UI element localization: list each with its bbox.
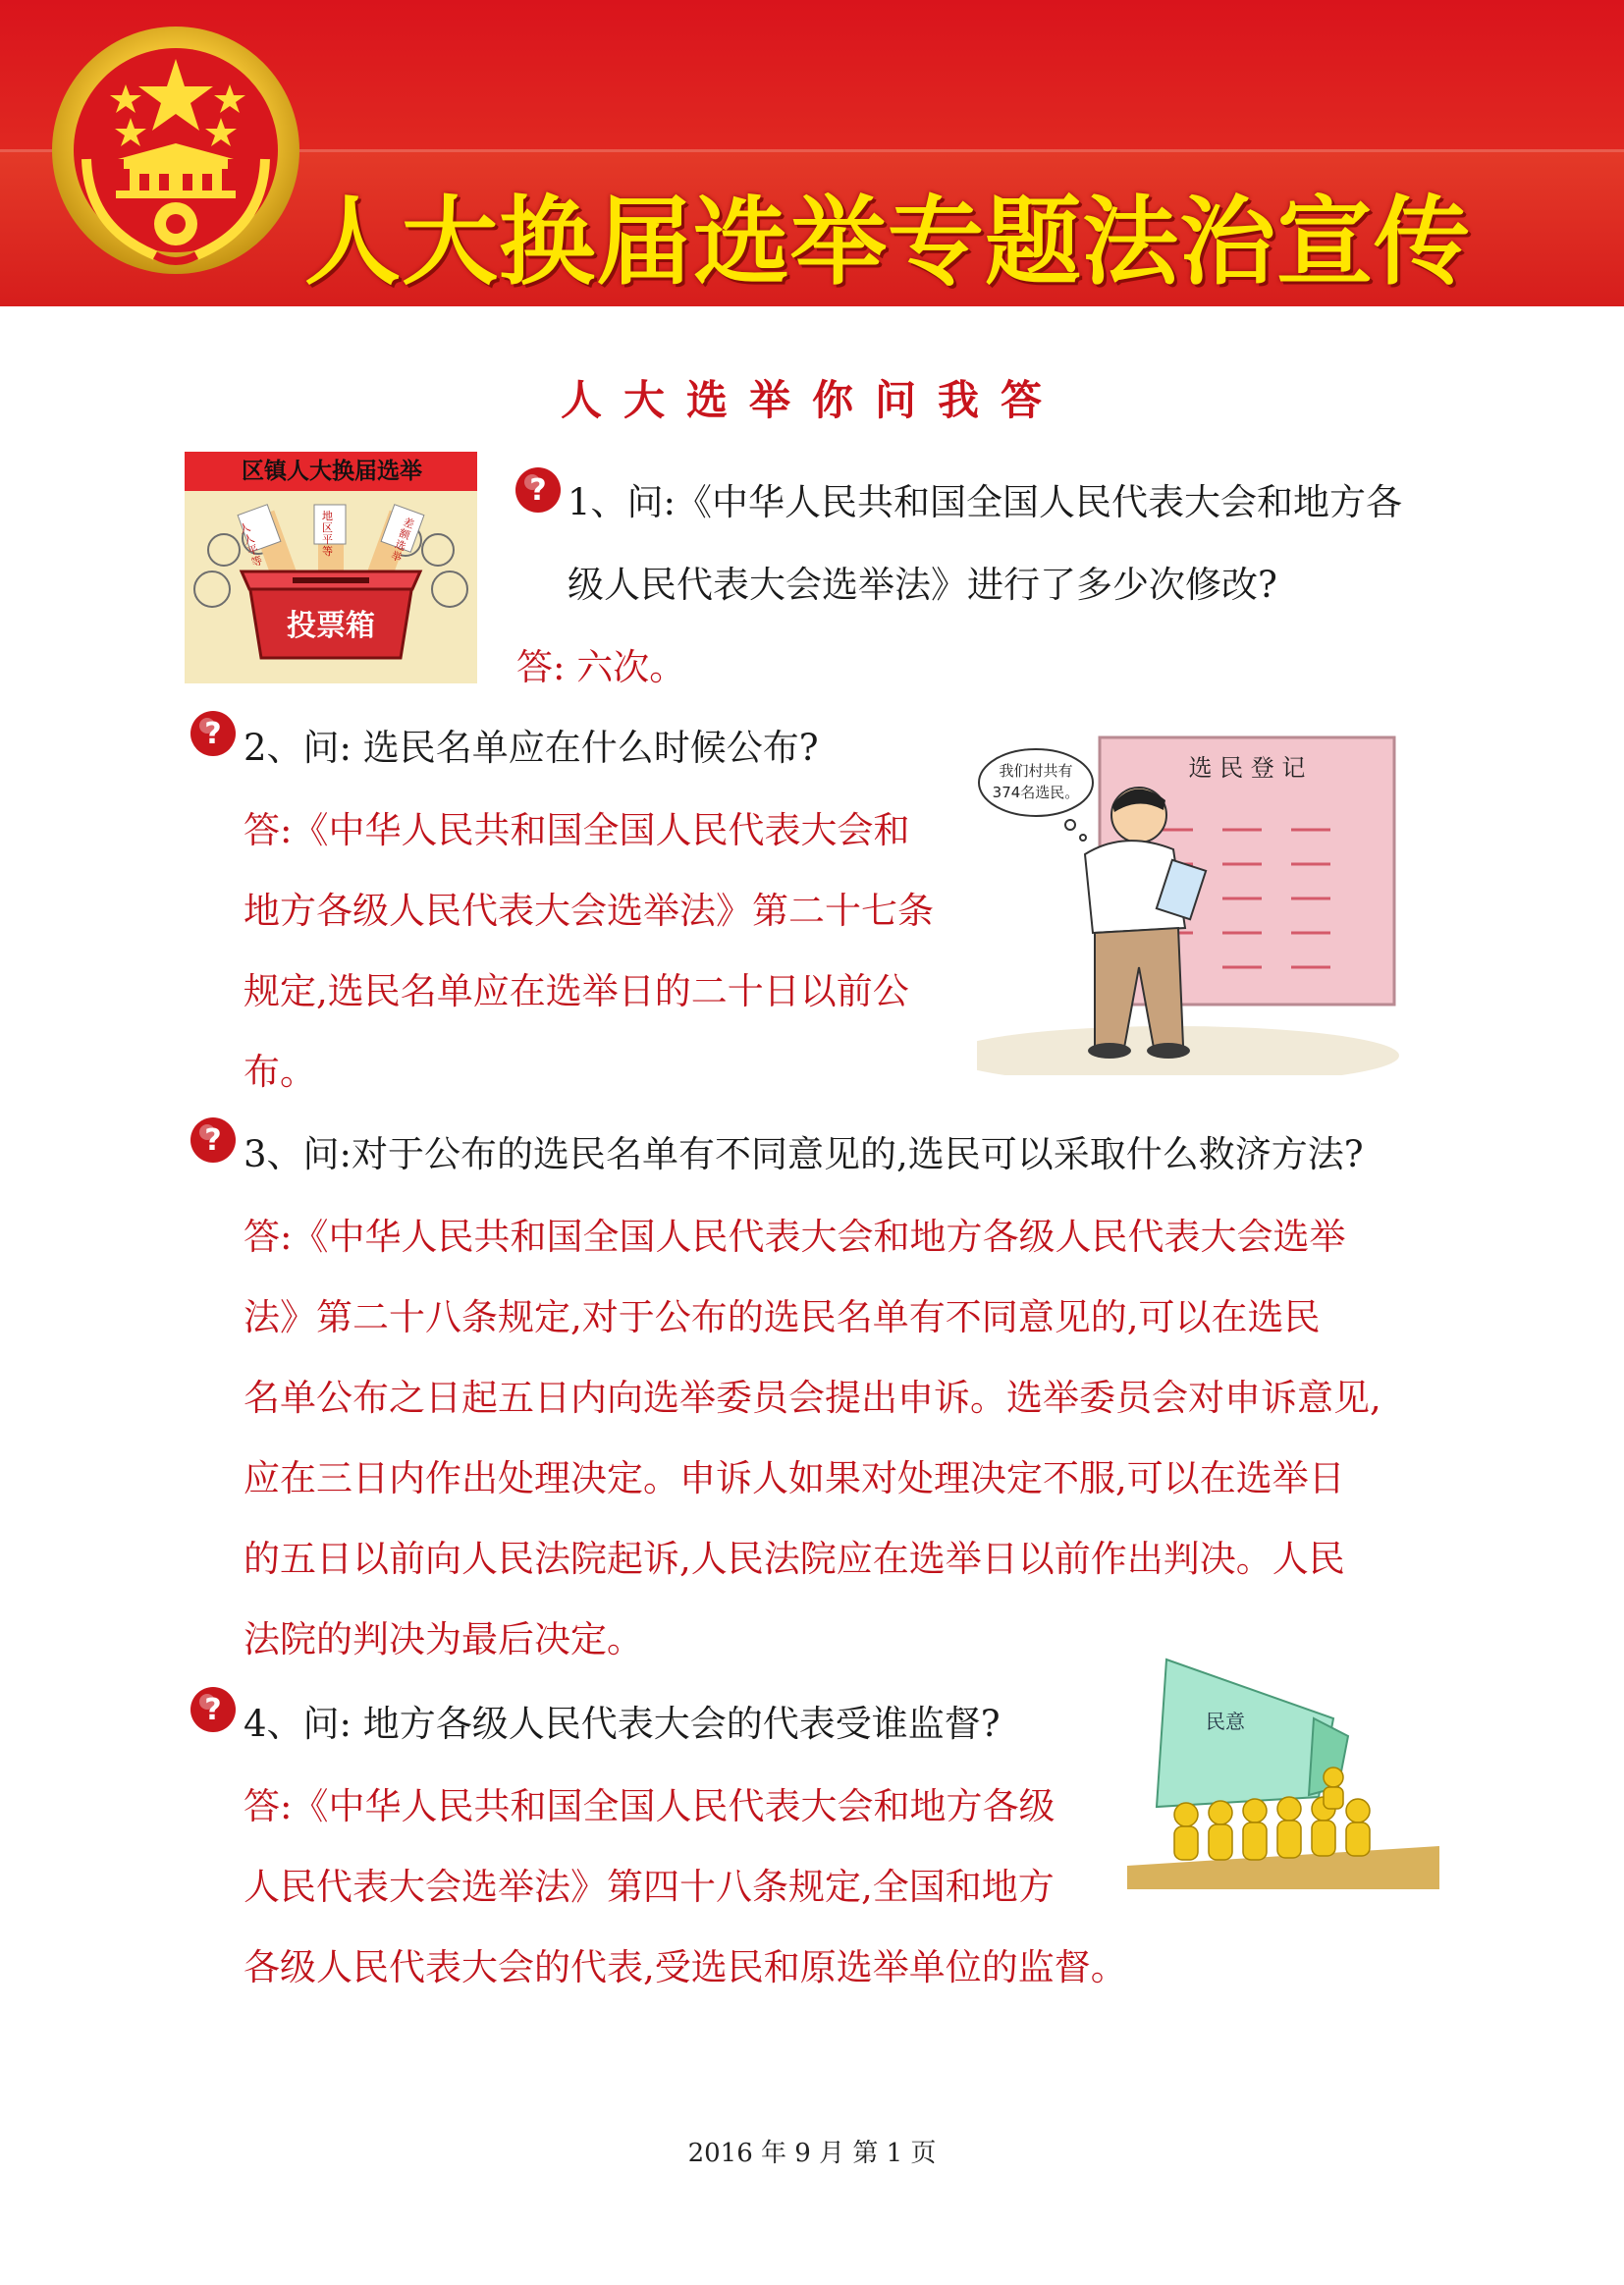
speech-bubble-line-1: 我们村共有: [999, 762, 1073, 780]
public-opinion-illustration: [1127, 1650, 1439, 1889]
answer-2-line-2: 地方各级人民代表大会选举法》第二十七条: [244, 890, 934, 932]
public-opinion-art: [1127, 1650, 1439, 1889]
question-1-line-1: 1、问:《中华人民共和国全国人民代表大会和地方各: [568, 481, 1403, 523]
answer-3-line-3: 名单公布之日起五日内向选举委员会提出申诉。选举委员会对申诉意见,: [244, 1377, 1381, 1419]
header-banner: [0, 0, 1624, 306]
answer-4-line-1: 答:《中华人民共和国全国人民代表大会和地方各级: [244, 1785, 1056, 1827]
header-title: 人大换届选举专题法治宣传: [304, 187, 1472, 299]
answer-3-line-4: 应在三日内作出处理决定。申诉人如果对处理决定不服,可以在选举日: [244, 1457, 1345, 1499]
answer-4-line-3: 各级人民代表大会的代表,受选民和原选举单位的监督。: [244, 1946, 1127, 1988]
svg-text:?: ?: [529, 473, 547, 508]
question-mark-icon: [189, 709, 238, 758]
question-3-line-1: 3、问:对于公布的选民名单有不同意见的,选民可以采取什么救济方法?: [244, 1133, 1364, 1175]
speech-bubble-line-2: 374名选民。: [992, 784, 1080, 801]
answer-2-line-1: 答:《中华人民共和国全国人民代表大会和: [244, 809, 910, 851]
ballot-tag-2: 地区平等: [322, 510, 333, 558]
svg-text:?: ?: [204, 717, 222, 751]
answer-4-line-2: 人民代表大会选举法》第四十八条规定,全国和地方: [244, 1866, 1055, 1908]
answer-3-line-6: 法院的判决为最后决定。: [244, 1618, 643, 1660]
question-1-line-2: 级人民代表大会选举法》进行了多少次修改?: [568, 564, 1277, 606]
question-mark-icon: [514, 465, 563, 515]
answer-2-line-3: 规定,选民名单应在选举日的二十日以前公: [244, 970, 909, 1012]
answer-3-line-5: 的五日以前向人民法院起诉,人民法院应在选举日以前作出判决。人民: [244, 1538, 1345, 1580]
ballot-box-label: 投票箱: [287, 609, 375, 643]
register-board-title: 选 民 登 记: [1188, 754, 1306, 782]
answer-1-line-1: 答: 六次。: [516, 646, 686, 688]
ballot-banner-text: 区镇人大换届选举: [242, 459, 422, 484]
national-emblem-icon: [47, 22, 304, 279]
question-2-line-1: 2、问: 选民名单应在什么时候公布?: [244, 727, 819, 769]
question-4-line-1: 4、问: 地方各级人民代表大会的代表受谁监督?: [244, 1703, 1001, 1745]
page-title: 人大选举你问我答: [560, 376, 1063, 424]
answer-3-line-2: 法》第二十八条规定,对于公布的选民名单有不同意见的,可以在选民: [244, 1296, 1321, 1338]
ballot-tag-1: 人人平等: [238, 520, 265, 570]
voter-registration-illustration: [977, 732, 1414, 1075]
question-mark-icon: [189, 1685, 238, 1734]
question-mark-icon: [189, 1115, 238, 1165]
ballot-box-illustration: [185, 452, 477, 683]
svg-text:?: ?: [204, 1123, 222, 1158]
ballot-tag-3: 差额选举: [389, 516, 416, 565]
svg-text:?: ?: [204, 1693, 222, 1727]
megaphone-label: 民意: [1206, 1710, 1245, 1733]
page-footer: 2016 年 9 月 第 1 页: [687, 2139, 937, 2168]
answer-2-line-4: 布。: [244, 1051, 316, 1093]
answer-3-line-1: 答:《中华人民共和国全国人民代表大会和地方各级人民代表大会选举: [244, 1216, 1346, 1258]
